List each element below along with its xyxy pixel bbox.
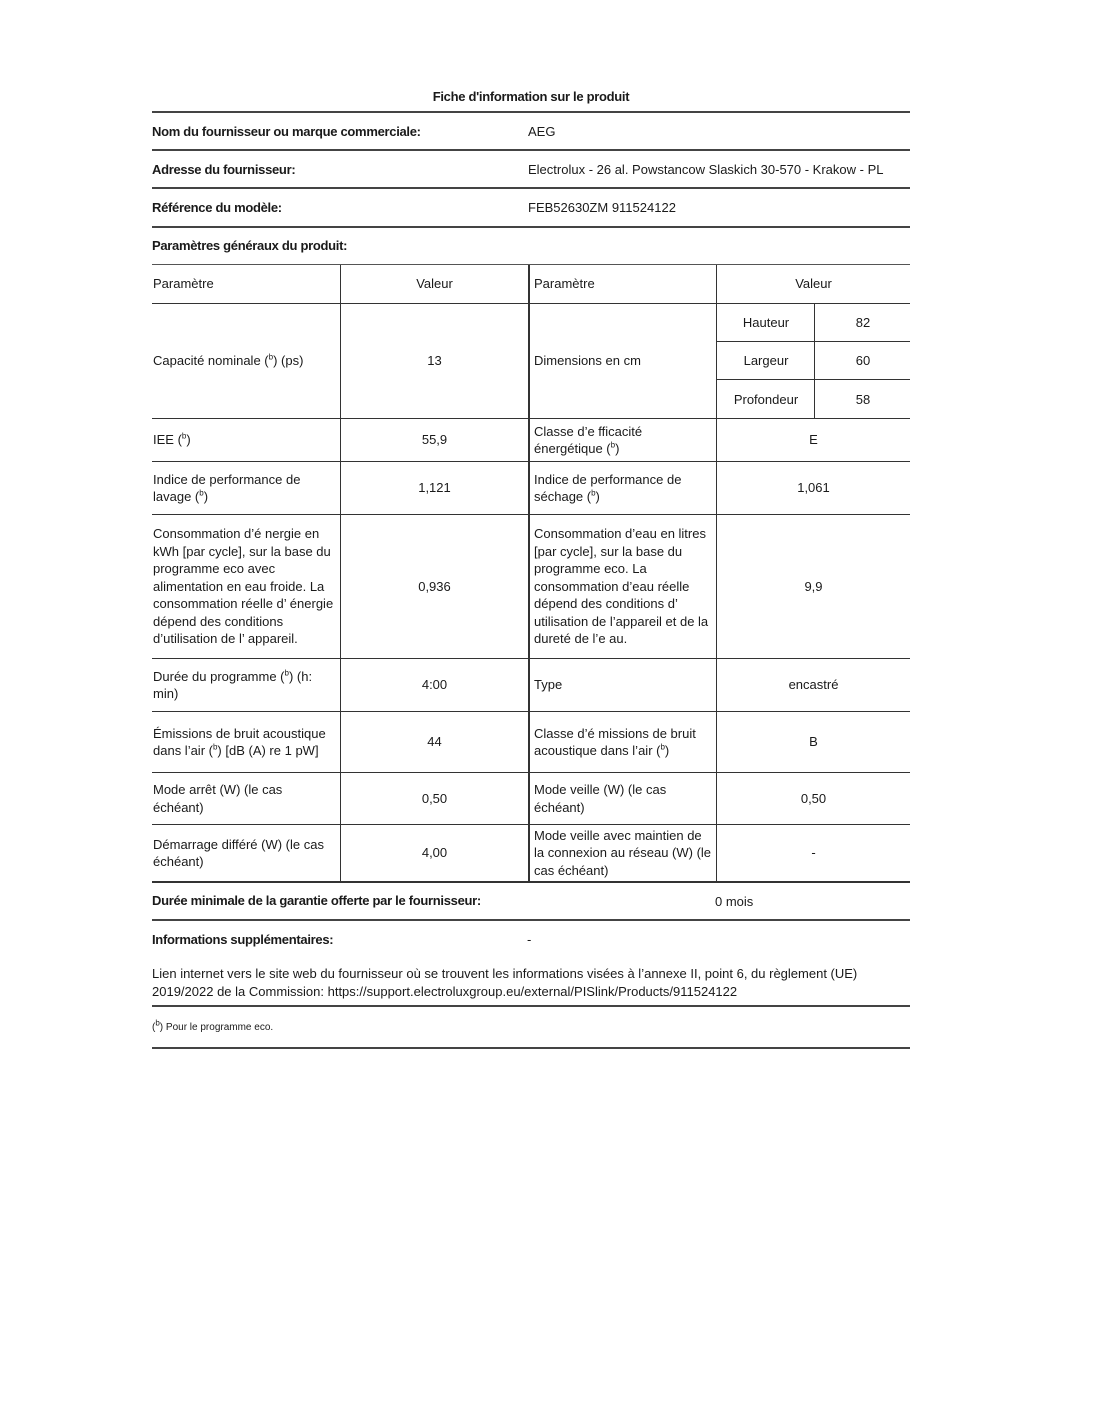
- param-standby-mode: Mode veille (W) (le cas échéant): [528, 773, 716, 824]
- value-noise-emissions: 44: [340, 712, 528, 772]
- value-energy-class: E: [716, 419, 910, 461]
- table-row: [152, 773, 910, 825]
- dimension-value-height: 82: [814, 304, 911, 341]
- param-cleaning-performance: Indice de performance de lavage ($^b$): [153, 471, 301, 504]
- value-cleaning-performance: 1,121: [340, 462, 528, 514]
- value-energy-consumption: 0,936: [340, 515, 528, 658]
- dimensions-subtable: [716, 304, 910, 418]
- value-standby-mode: 0,50: [716, 773, 910, 824]
- dimension-value-width: 60: [814, 342, 911, 379]
- table-row: [152, 825, 910, 883]
- dimension-label-depth: Profondeur: [716, 380, 815, 418]
- value-off-mode: 0,50: [340, 773, 528, 824]
- param-dimensions: Dimensions en cm: [528, 304, 716, 418]
- header-parameter: Paramètre: [153, 276, 214, 292]
- table-row: [152, 515, 910, 659]
- header-parameter: Paramètre: [528, 265, 716, 303]
- additional-info-label: Informations supplémentaires:: [152, 932, 334, 947]
- table-row: [152, 419, 910, 462]
- model-reference-value: FEB52630ZM 911524122: [528, 200, 676, 215]
- param-noise-class: Classe d’é missions de bruit acoustique dans l’air ($^b$): [528, 712, 716, 772]
- dimension-row: [716, 380, 910, 418]
- table-row: [152, 304, 910, 419]
- dimension-label-height: Hauteur: [716, 304, 815, 341]
- divider: [152, 187, 910, 189]
- additional-info-value: -: [527, 932, 532, 947]
- divider: [152, 149, 910, 151]
- param-delay-start: Démarrage différé (W) (le cas échéant): [153, 836, 324, 869]
- param-energy-consumption: Consommation d’é nergie en kWh [par cycle], sur la base du programme eco avec alimentation en eau froide. La consommation réelle d’ énergie dépend des conditions d’utilisation de l’ appareil.: [153, 526, 334, 647]
- model-reference-label: Référence du modèle:: [152, 200, 282, 215]
- warranty-value: 0 mois: [715, 894, 754, 909]
- supplier-name-label: Nom du fournisseur ou marque commerciale:: [152, 124, 421, 139]
- value-noise-class: B: [716, 712, 910, 772]
- supplier-address-value: Electrolux - 26 al. Powstancow Slaskich 30-570 - Krakow - PL: [528, 162, 884, 177]
- divider: [152, 111, 910, 113]
- divider: [152, 1047, 910, 1049]
- dimension-row: [716, 304, 910, 342]
- table-header-row: [152, 265, 910, 304]
- dimension-value-depth: 58: [814, 380, 911, 418]
- param-water-consumption: Consommation d’eau en litres [par cycle], sur la base du programme eco. La consommation d’eau réelle dépend des conditions d’ utilisation de l’appareil et de la dureté de l’e au.: [528, 515, 716, 658]
- footnote: ($^b$) Pour le programme eco.: [152, 1018, 274, 1033]
- param-energy-class: Classe d’e fficacité énergétique ($^b$): [528, 419, 716, 461]
- param-type: Type: [528, 659, 716, 711]
- general-parameters-label: Paramètres généraux du produit:: [152, 238, 348, 253]
- table-row: [152, 659, 910, 712]
- value-eei: 55,9: [340, 419, 528, 461]
- param-networked-standby: Mode veille avec maintien de la connexion au réseau (W) (le cas échéant): [528, 825, 716, 881]
- value-programme-duration: 4:00: [340, 659, 528, 711]
- supplier-address-label: Adresse du fournisseur:: [152, 162, 296, 177]
- page-title: Fiche d'information sur le produit: [432, 89, 630, 104]
- value-type: encastré: [716, 659, 910, 711]
- value-networked-standby: -: [716, 825, 910, 881]
- warranty-label: Durée minimale de la garantie offerte par le fournisseur:: [152, 893, 481, 908]
- dimension-row: [716, 342, 910, 380]
- header-value: Valeur: [716, 265, 910, 303]
- divider: [152, 226, 910, 228]
- param-noise-emissions: Émissions de bruit acoustique dans l’air ($^b$) [dB (A) re 1 pW]: [153, 725, 326, 758]
- divider: [152, 1005, 910, 1007]
- value-drying-performance: 1,061: [716, 462, 910, 514]
- divider: [152, 919, 910, 921]
- header-value: Valeur: [340, 265, 528, 303]
- value-delay-start: 4,00: [340, 825, 528, 881]
- value-water-consumption: 9,9: [716, 515, 910, 658]
- value-rated-capacity: 13: [340, 304, 528, 418]
- param-off-mode: Mode arrêt (W) (le cas échéant): [153, 782, 283, 815]
- param-programme-duration: Durée du programme ($^b$) (h: min): [153, 668, 313, 701]
- param-eei: IEE ($^b$): [153, 431, 191, 448]
- param-drying-performance: Indice de performance de séchage ($^b$): [528, 462, 716, 514]
- param-rated-capacity: Capacité nominale ($^b$) (ps): [153, 352, 304, 369]
- table-row: [152, 462, 910, 515]
- supplier-website-link-text[interactable]: Lien internet vers le site web du fournisseur où se trouvent les informations visées à l’annexe II, point 6, du règlement (UE) 2019/2022 de la Commission: https://support.electroluxgroup.eu/external/PISlink/Products/911524122: [152, 966, 858, 999]
- dimension-label-width: Largeur: [716, 342, 815, 379]
- table-row: [152, 712, 910, 773]
- supplier-name-value: AEG: [528, 124, 556, 139]
